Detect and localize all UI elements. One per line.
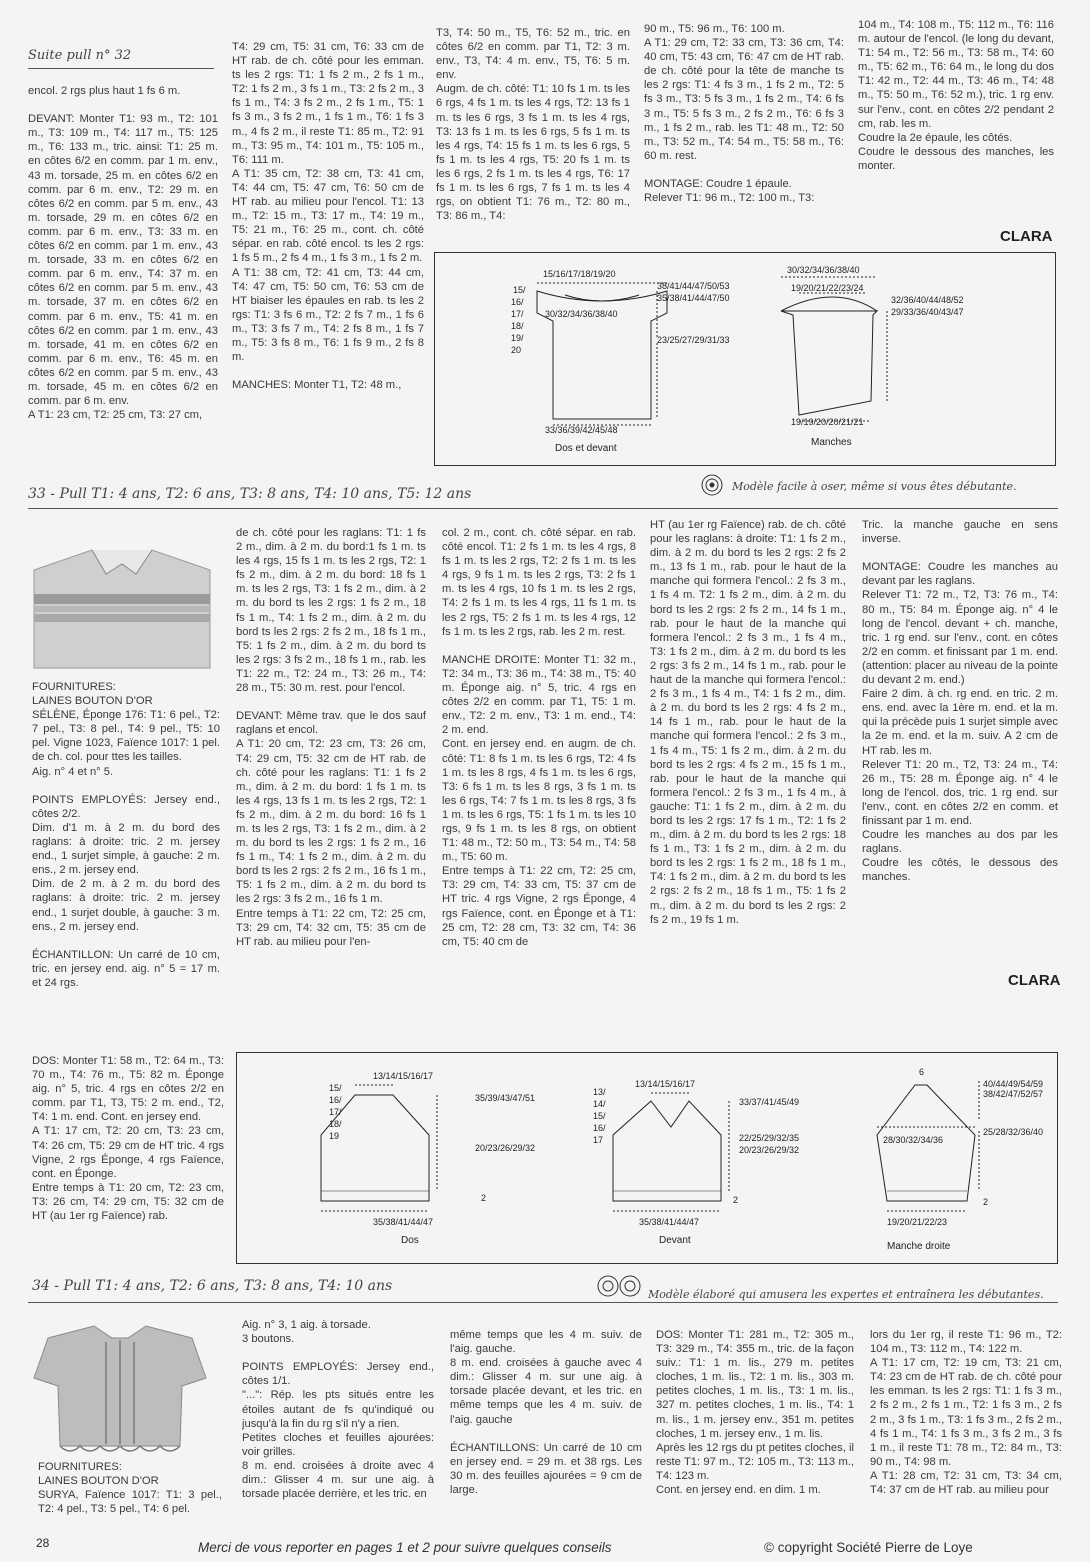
section-33-header: 33 - Pull T1: 4 ans, T2: 6 ans, T3: 8 ans, T4: 10 ans, T5: 12 ans bbox=[28, 486, 472, 502]
s33-dev-r1: 33/37/41/45/49 bbox=[739, 1097, 800, 1107]
s33-dev-top: 13/14/15/16/17 bbox=[635, 1079, 696, 1089]
s32-column-2: T4: 29 cm, T5: 31 cm, T6: 33 cm de HT rab. de ch. côté pour les emman. ts les 2 rgs: T1: 1 fs 2 m., 2 fs 1 m., T2: 1 fs 2 m., 3 fs 1 m., T3: 2 fs 2 m., 3 fs 1 m., T4: 3 fs 2 m., 2 fs 1 m., T5: 1 fs 3 m., 3 fs 2 m., 1 fs 1 m., T6: 1 fs 3 m., 4 fs 2 m., il reste T1: 85 m., T2: 91 m., T3: 95 m., T4: 101 m., T5: 105 m., T6: 111 m. A T1: 35 cm, T2: 38 cm, T3: 41 cm, T4: 44 cm, T5: 47 cm, T6: 50 cm de HT rab. au milieu pour l'encol. T1: 13 m., T2: 15 m., T3: 17 m., T4: 19 m., T5: 21 m., T6: 25 m., cont. ch. côté sépar. en rab. côté encol. ts les 2 rgs: 1 fs 5 m., 2 fs 4 m., 1 fs 3 m., 1 fs 2 m. A T1: 38 cm, T2: 41 cm, T3: 44 cm, T4: 47 cm, T5: 50 cm, T6: 53 cm de HT biaiser les épaules en rab. ts les 2 rgs: T1: 3 fs 6 m., T2: 2 fs 7 m., 1 fs 6 m., T3: 3 fs 7 m., T4: 2 fs 8 m., 1 fs 7 m., T5: 3 fs 8 m., T6: 1 fs 9 m., 2 fs 8 m. MANCHES: Monter T1, T2: 48 m., bbox=[232, 41, 424, 392]
s32-column-5: 104 m., T4: 108 m., T5: 112 m., T6: 116 m. autour de l'encol. (le long du devant, T1: 54 m., T2: 56 m., T3: 58 m., T4: 60 m., T5: 62 m., T6: 64 m., le long du dos T1: 42 m., T2: 44 m., T3: 46 m., T4: 48 m., T5: 50 m., T6: 52 m.), tric. 1 rg env. sur l'env., cont. en côtes 2/2 pendant 2 cm, rab. les m. Coudre la 2e épaule, les côtés. Coudre le dessous des manches, les monter. bbox=[858, 19, 1054, 172]
dos-devant-shape bbox=[537, 283, 667, 425]
dos-left-6: 20 bbox=[511, 345, 522, 355]
s33-dos-left-3: 17/ bbox=[329, 1107, 342, 1117]
s33-dos-left-5: 19 bbox=[329, 1131, 340, 1141]
s33-man-title: Manche droite bbox=[887, 1241, 951, 1252]
s34-column-3: même temps que les 4 m. suiv. de l'aig. gauche. 8 m. end. croisées à gauche avec 4 dim.: Glisser 4 m. sur une aig. à torsade placée devant, et les tric. en même temps que les 4 m. suiv. de l'aig. gauche ÉCHANTILLONS: Un carré de 10 cm en jersey end. = 29 m. et 38 rgs. Les 30 m. des feuilles ajourées = 9 cm de large. bbox=[450, 1329, 642, 1497]
dos-right-2: 35/38/41/44/47/50 bbox=[657, 293, 730, 303]
s33-dos-left-2: 16/ bbox=[329, 1095, 342, 1105]
dos-bottom-label: 33/36/39/42/45/48 bbox=[545, 425, 618, 435]
s33-dos-r3: 2 bbox=[481, 1193, 487, 1203]
s33-dev-left-5: 17 bbox=[593, 1135, 604, 1145]
dos-left-3: 17/ bbox=[511, 309, 524, 319]
section-32-title: Suite pull n° 32 bbox=[28, 48, 132, 63]
s33-dev-r2: 22/25/29/32/35 bbox=[739, 1133, 800, 1143]
s34-difficulty: Modèle élaboré qui amusera les expertes et entraînera les débutantes. bbox=[648, 1288, 1044, 1301]
s32-diagram-box bbox=[434, 252, 1056, 466]
s33-column-5: Tric. la manche gauche en sens inverse. MONTAGE: Coudre les manches au devant par les raglans. Relever T1: 72 m., T2, T3: 76 m., T4: 80 m., T5: 84 m. Éponge aig. n° 4 le long de l'encol. devant + ch. manche, tric. 1 rg end. sur l'env., cont. en côtes 2/2 en comm. et finissant par 1 m. end. (attention: placer au niveau de la pointe du devant 2 m. end.) Faire 2 dim. à ch. rg end. en tric. 2 m. ens. end. avec la 1ère m. end. et la m. qui la précède puis 1 surjet simple avec la 2e m. end. et la m. suiv. A 2 cm de HT rab. les m. Relever T1: 20 m., T2, T3: 24 m., T4: 26 m., T5: 28 m. Éponge aig. n° 4 le long de l'encol. dos, tric. 1 rg end. sur l'env., cont. en côtes 2/2 en comm. et finissant par 1 m. end. Coudre les manches au dos par les raglans. Coudre les côtés, le dessous des manches. bbox=[862, 519, 1058, 884]
s34-column-2: Aig. n° 3, 1 aig. à torsade. 3 boutons. POINTS EMPLOYÉS: Jersey end., côtes 1/1. "...": Rép. les pts situés entre les étoiles autant de fs qu'indiqué ou jusqu'à la fin du rg s'il n'y a rien. Petites cloches et feuilles ajourées: voir grilles. 8 m. end. croisées à droite avec 4 dim.: Glisser 4 m. sur une aig. à torsade placée derrière, et les tric. en bbox=[242, 1319, 434, 1501]
s33-column-3: col. 2 m., cont. ch. côté sépar. en rab. côté encol. T1: 2 fs 1 m. ts les 4 rgs, 8 fs 1 m. ts les 2 rgs, T2: 2 fs 1 m. ts les 4 rgs, 9 fs 1 m. ts les 2 rgs, T3: 2 fs 1 m. ts les 4 rgs, 10 fs 1 m. ts les 2 rgs, T4: 2 fs 1 m. ts les 4 rgs, 11 fs 1 m. ts les 2 rgs, T5: 2 fs 1 m. ts les 4 rgs, 12 fs 1 m. ts les 2 rgs, rab. les 2 m. rest. MANCHE DROITE: Monter T1: 32 m., T2: 34 m., T3: 36 m., T4: 38 m., T5: 40 m. Éponge aig. n° 5, tric. 4 rgs en côtes 2/2 en comm. par T1, T5: 1 m. env., T2: 2 m. env., T3: 1 m. end., T4: 2 m. end. Cont. en jersey end. en augm. de ch. côté: T1: 8 fs 1 m. ts les 6 rgs, T2: 4 fs 1 m. ts les 8 rgs, 4 fs 1 m. ts les 6 rgs, T3: 6 fs 1 m. ts les 8 rgs, 3 fs 1 m. ts les 6 rgs, T4: 7 fs 1 m. ts les 8 rgs, 3 fs 1 m. ts les 6 rgs, T5: 1 fs 1 m. ts les 10 rgs, 9 fs 1 m. ts les 8 rgs, on obtient T1: 48 m., T2: 50 m., T3: 54 m., T4: 58 m., T5: 60 m. Entre temps à T1: 22 cm, T2: 25 cm, T3: 29 cm, T4: 33 cm, T5: 37 cm de HT tric. 4 rgs Vigne, 2 rgs Éponge, 4 rgs Faïence, cont. en Éponge et à T1: 25 cm, T2: 28 cm, T3: 32 cm, T4: 36 cm, T5: 40 cm de bbox=[442, 527, 636, 948]
s33-dev-left-1: 13/ bbox=[593, 1087, 606, 1097]
s33-column-1b: DOS: Monter T1: 58 m., T2: 64 m., T3: 70 m., T4: 76 m., T5: 82 m. Éponge aig. n° 5, tric. 4 rgs en côtes 2/2 en comm. par T1, T3, T5: 2 m. end., T2, T4: 1 m. end. Cont. en jersey end. A T1: 17 cm, T2: 20 cm, T3: 23 cm, T4: 26 cm, T5: 29 cm de HT tric. 4 rgs Vigne, 2 rgs Éponge, 4 rgs Faïence, cont. en Éponge. Entre temps à T1: 20 cm, T2: 23 cm, T3: 26 cm, T4: 29 cm, T5: 32 cm de HT (au 1er rg Faïence) rab. bbox=[32, 1055, 224, 1223]
s33-dev-left-4: 16/ bbox=[593, 1123, 606, 1133]
s33-man-bottom: 19/20/21/22/23 bbox=[887, 1217, 948, 1227]
s33-column-4: HT (au 1er rg Faïence) rab. de ch. côté pour les raglans: à droite: T1: 1 fs 2 m., dim. à 2 m. du bord ts les 2 rgs: 2 fs 2 m., 13 fs 1 m., rab. pour le haut de la manche qui formera l'encol.: 2 fs 3 m., 1 fs 4 m. T2: 1 fs 2 m., dim. à 2 m. du bord ts les 2 rgs: 2 fs 2 m., 14 fs 1 m., rab. pour le haut de la manche qui formera l'encol.: 2 fs 3 m., 1 fs 4 m., T3: 1 fs 2 m., dim. à 2 m. du bord ts les 2 rgs: 3 fs 2 m., 14 fs 1 m., rab. pour le haut de la manche qui formera l'encol.: 2 fs 3 m., 1 fs 4 m., T4: 1 fs 2 m., dim. à 2 m. du bord ts les 2 rgs: 4 fs 2 m., 14 fs 1 m., rab. pour le haut de la manche qui formera l'encol.: 2 fs 3 m., 1 fs 4 m., T5: 1 fs 2 m., dim. à 2 m. du bord ts les 2 rgs: 4 fs 2 m., 15 fs 1 m., rab. pour le haut de la manche qui formera l'encol.: 2 fs 3 m., 1 fs 4 m., à gauche: T1: 1 fs 2 m., dim. à 2 m. du bord ts les 2 rgs: 17 fs 1 m., T2: 1 fs 2 m., dim. à 2 m. du bord ts les 2 rgs: 18 fs 1 m., T3: 1 fs 2 m., dim. à 2 m. du bord ts les 2 rgs: 1 fs 2 m., 18 fs 1 m., T4: 1 fs 2 m., dim. à 2 m. du bord ts les 2 rgs: 2 fs 2 m., 18 fs 1 m., T5: 1 fs 2 m., dim. à 2 m. du bord ts les 2 rgs: 2 fs 2 m., 19 fs 1 m. bbox=[650, 519, 846, 926]
s33-dos-bottom: 35/38/41/44/47 bbox=[373, 1217, 434, 1227]
manche-top-2: 19/20/21/22/23/24 bbox=[791, 283, 864, 293]
s34-column-1: FOURNITURES: LAINES BOUTON D'OR SURYA, Faïence 1017: T1: 3 pel., T2: 4 pel., T3: 5 pel., T4: 6 pel. bbox=[38, 1461, 222, 1516]
s32-diagram bbox=[435, 253, 1055, 465]
difficulty-spiral-icon bbox=[700, 473, 724, 502]
s34-column-4: DOS: Monter T1: 281 m., T2: 305 m., T3: 329 m., T4: 355 m., tric. de la façon suiv.: T1: 1 m. lis., 279 m. petites cloches, 1 m. lis., T2: 1 m. lis., 303 m. petites cloches, 1 m. lis., T3: 1 m. lis., 327 m. petites cloches, 1 m. lis., T4: 1 m. lis., 1 m. jersey env., 351 m. petites cloches, 1 m. jersey env., 1 m. lis. Après les 12 rgs du pt petites cloches, il reste T1: 97 m., T2: 105 m., T3: 113 m., T4: 123 m. Cont. en jersey end. en dim. 1 m. bbox=[656, 1329, 854, 1497]
title-underline bbox=[28, 68, 214, 69]
manche-title: Manches bbox=[811, 437, 852, 448]
s33-man-mid: 28/30/32/34/36 bbox=[883, 1135, 944, 1145]
s34-column-5: lors du 1er rg, il reste T1: 96 m., T2: 104 m., T3: 112 m., T4: 122 m. A T1: 17 cm, T2: 19 cm, T3: 21 cm, T4: 23 cm de HT rab. de ch. côté pour les emman. ts les 2 rgs: T1: 1 fs 3 m., 2 fs 2 m., 2 fs 1 m., T2: 1 fs 3 m., 2 fs 2 m., 3 fs 1 m., T3: 1 fs 3 m., 2 fs 2 m., 4 fs 1 m., T4: 1 fs 3 m., 3 fs 2 m., 3 fs 1 m., il reste T1: 78 m., T2: 84 m., T3: 90 m., T4: 98 m. A T1: 28 cm, T2: 31 cm, T3: 34 cm, T4: 37 cm de HT rab. au milieu pour bbox=[870, 1329, 1062, 1497]
dos-left-2: 16/ bbox=[511, 297, 524, 307]
s33-column-2: de ch. côté pour les raglans: T1: 1 fs 2 m., dim. à 2 m. du bord:1 fs 1 m. ts les 4 rgs, 15 fs 1 m. ts les 2 rgs, T2: 1 fs 2 m., dim. à 2 m. du bord: 18 fs 1 m. ts les 2 rgs, T3: 1 fs 2 m., dim. à 2 m. du bord ts les 2 rgs: 1 fs 2 m., 18 fs 1 m., T4: 1 fs 2 m., dim. à 2 m. du bord ts les 2 rgs: 2 fs 2 m., 18 fs 1 m., T5: 1 fs 2 m., dim. à 2 m. du bord ts les 2 rgs: 3 fs 2 m., 18 fs 1 m., rab. les T1: 22 m., T2: 24 m., T3: 26 m., T4: 28 m., T5: 30 m. rest. pour l'encol. DEVANT: Même trav. que le dos sauf raglans et encol. A T1: 20 cm, T2: 23 cm, T3: 26 cm, T4: 29 cm, T5: 32 cm de HT rab. de ch. côté pour les raglans: T1: 1 fs 2 m., dim. à 2 m. du bord: 1 fs 1 m. ts les 4 rgs, 13 fs 1 m. ts les 2 rgs, T2: 1 fs 2 m., dim. à 2 m. du bord: 16 fs 1 m. ts les 2 rgs, T3: 1 fs 2 m., dim. à 2 m. du bord ts les 2 rgs: 1 fs 2 m., 16 fs 1 m., T4: 1 fs 2 m., dim. à 2 m. du bord ts les 2 rgs: 2 fs 2 m., 16 fs 1 m., T5: 1 fs 2 m., dim. à 2 m. du bord ts les 2 rgs: 3 fs 2 m., 16 fs 1 m. Entre temps à T1: 22 cm, T2: 25 cm, T3: 29 cm, T4: 32 cm, T5: 35 cm de HT rab. au milieu pour l'en- bbox=[236, 527, 426, 948]
s33-dev-left-2: 14/ bbox=[593, 1099, 606, 1109]
s33-dos-r2: 20/23/26/29/32 bbox=[475, 1143, 536, 1153]
s33-dev-r3: 20/23/26/29/32 bbox=[739, 1145, 800, 1155]
signature-clara: CLARA bbox=[1000, 228, 1053, 245]
s33-dev-bottom: 35/38/41/44/47 bbox=[639, 1217, 700, 1227]
s33-dev-title: Devant bbox=[659, 1235, 691, 1246]
s33-man-top: 6 bbox=[919, 1067, 925, 1077]
s33-dos-left-1: 15/ bbox=[329, 1083, 342, 1093]
dos-devant-title: Dos et devant bbox=[555, 443, 617, 454]
manche-bottom: 19/19/20/20/21/21 bbox=[791, 417, 864, 427]
s32-column-1: encol. 2 rgs plus haut 1 fs 6 m. DEVANT: Monter T1: 93 m., T2: 101 m., T3: 109 m., T4: 117 m., T5: 125 m., T6: 133 m., tric. ainsi: T1: 25 m. en côtes 6/2 en comm. par 1 m. env., 43 m. torsade, 25 m. en côtes 6/2 en comm. par 6 m. env., T2: 29 m. en côtes 6/2 en comm. par 5 m. env., 43 m. torsade, 29 m. en côtes 6/2 en comm. par 6 m. env., T3: 33 m. en côtes 6/2 en comm. par 1 m. env., 43 m. torsade, 33 m. en côtes 6/2 en comm. par 6 m. env., T4: 37 m. en côtes 6/2 en comm. par 5 m. env., 43 m. torsade, 37 m. en côtes 6/2 en comm. par 6 m. env., T5: 41 m. en côtes 6/2 en comm. par 1 m. env., 43 m. torsade, 41 m. en côtes 6/2 en comm. par 6 m. env., T6: 45 m. en côtes 6/2 en comm. par 5 m. env., 43 m. torsade, 45 m. en côtes 6/2 en comm. par 6 m. env. A T1: 23 cm, T2: 25 cm, T3: 27 cm, bbox=[28, 85, 218, 422]
dos-right-3: 23/25/27/29/31/33 bbox=[657, 335, 730, 345]
section-34-header: 34 - Pull T1: 4 ans, T2: 6 ans, T3: 8 ans, T4: 10 ans bbox=[32, 1278, 393, 1294]
s34-divider bbox=[28, 1302, 1058, 1303]
footer-note: Merci de vous reporter en pages 1 et 2 pour suivre quelques conseils bbox=[198, 1540, 612, 1555]
s33-dev-left-3: 15/ bbox=[593, 1111, 606, 1121]
footer-copyright: © copyright Société Pierre de Loye bbox=[764, 1540, 973, 1555]
manche-top-1: 30/32/34/36/38/40 bbox=[787, 265, 860, 275]
s33-column-1a: FOURNITURES: LAINES BOUTON D'OR SÉLÈNE, Éponge 176: T1: 6 pel., T2: 7 pel., T3: 8 pel., T4: 9 pel., T5: 10 pel. Vigne 1023, Faïence 1017: 1 pel. de ch. col. pour ttes les tailles. Aig. n° 4 et n° 5. POINTS EMPLOYÉS: Jersey end., côtes 2/2. Dim. d'1 m. à 2 m. du bord des raglans: à droite: tric. 2 m. jersey end., 1 surjet simple, à gauche: 2 m. ens., 2 m. jersey end. Dim. de 2 m. à 2 m. du bord des raglans: à droite: tric. 2 m. jersey end., 1 surjet double, à gauche: 3 m. ens., 2 m. jersey end. ÉCHANTILLON: Un carré de 10 cm, tric. en jersey end. aig. n° 5 = 17 m. et 24 rgs. bbox=[32, 681, 220, 989]
difficulty-spiral-icon-2 bbox=[596, 1274, 642, 1303]
s33-man-r4: 2 bbox=[983, 1197, 989, 1207]
s33-dos-r1: 35/39/43/47/51 bbox=[475, 1093, 536, 1103]
s33-diagram bbox=[237, 1053, 1057, 1263]
s33-dos-title: Dos bbox=[401, 1235, 419, 1246]
sweater-34-image bbox=[20, 1316, 220, 1458]
manche-right-1: 32/36/40/44/48/52 bbox=[891, 295, 964, 305]
s32-column-3: T3, T4: 50 m., T5, T6: 52 m., tric. en côtes 6/2 en comm. par T1, T2: 3 m. env., T3, T4: 4 m. env., T5, T6: 5 m. env. Augm. de ch. côté: T1: 10 fs 1 m. ts les 6 rgs, 4 fs 1 m. ts les 4 rgs, T2: 13 fs 1 m. ts les 6 rgs, 3 fs 1 m. ts les 4 rgs, T3: 13 fs 1 m. ts les 6 rgs, 5 fs 1 m. ts les 4 rgs, T4: 15 fs 1 m. ts les 6 rgs, 5 fs 1 m. ts les 4 rgs, T5: 20 fs 1 m. ts les 6 rgs, 2 fs 1 m. ts les 4 rgs, T6: 17 fs 1 m. ts les 6 rgs, 7 fs 1 m. ts les 4 rgs, on obtient T1: 76 m., T2: 80 m., T3: 86 m., T4: bbox=[436, 27, 630, 223]
signature-clara-33: CLARA bbox=[1008, 972, 1061, 989]
s33-divider bbox=[28, 508, 1058, 509]
sweater-33-image bbox=[14, 526, 214, 674]
s33-dev-r4: 2 bbox=[733, 1195, 739, 1205]
dos-right-1: 38/41/44/47/50/53 bbox=[657, 281, 730, 291]
s33-man-r3: 25/28/32/36/40 bbox=[983, 1127, 1044, 1137]
dos-top-label: 15/16/17/18/19/20 bbox=[543, 269, 616, 279]
s33-difficulty: Modèle facile à oser, même si vous êtes débutante. bbox=[732, 480, 1017, 493]
s32-column-4: 90 m., T5: 96 m., T6: 100 m. A T1: 29 cm, T2: 33 cm, T3: 36 cm, T4: 40 cm, T5: 43 cm, T6: 47 cm de HT rab. de ch. côté pour la tête de manche ts les 2 rgs: T1: 4 fs 3 m., 1 fs 2 m., T2: 5 fs 3 m., T3: 5 fs 3 m., 1 fs 2 m., T4: 6 fs 3 m., T5: 5 fs 3 m., 2 fs 2 m., T6: 6 fs 3 m., 1 fs 2 m., rab. les T1: 48 m., T2: 50 m., T3: 52 m., T4: 54 m., T5: 58 m., T6: 60 m. rest. MONTAGE: Coudre 1 épaule. Relever T1: 96 m., T2: 100 m., T3: bbox=[644, 23, 844, 205]
s33-diagram-box bbox=[236, 1052, 1058, 1264]
dos-left-4: 18/ bbox=[511, 321, 524, 331]
page-number: 28 bbox=[36, 1536, 50, 1550]
s33-dos-top: 13/14/15/16/17 bbox=[373, 1071, 434, 1081]
manche-right-2: 29/33/36/40/43/47 bbox=[891, 307, 964, 317]
s33-man-r2: 38/42/47/52/57 bbox=[983, 1089, 1044, 1099]
s33-man-r1: 40/44/49/54/59 bbox=[983, 1079, 1044, 1089]
manche-shape bbox=[781, 277, 887, 421]
dos-left-1: 15/ bbox=[513, 285, 526, 295]
dos-left-5: 19/ bbox=[511, 333, 524, 343]
s33-dos-left-4: 18/ bbox=[329, 1119, 342, 1129]
dos-neck-label: 30/32/34/36/38/40 bbox=[545, 309, 618, 319]
